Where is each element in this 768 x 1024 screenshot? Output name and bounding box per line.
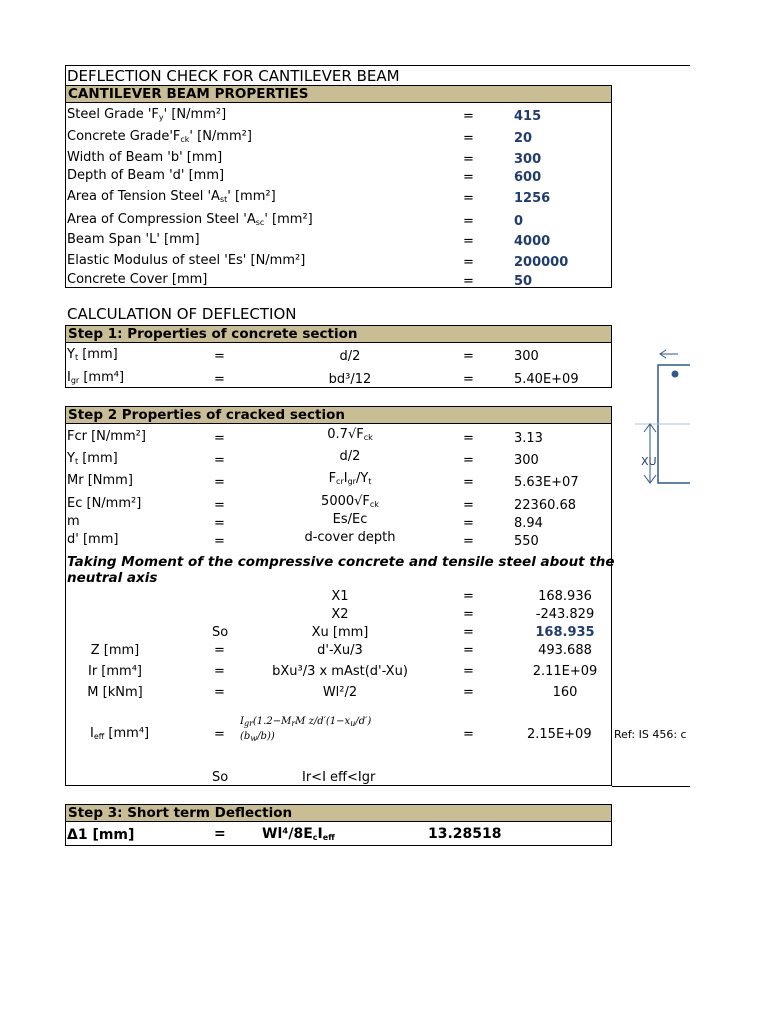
xu-label: XU: [641, 455, 657, 468]
prop-eq: =: [463, 191, 474, 206]
step2-label: d' [mm]: [67, 532, 119, 547]
prop-eq: =: [463, 152, 474, 167]
step1-eq1: =: [214, 349, 225, 364]
step2-value: 550: [514, 534, 539, 549]
na-eq1: =: [214, 643, 225, 658]
step3-eq: =: [214, 826, 226, 842]
step3-header: Step 3: Short term Deflection: [65, 804, 612, 822]
step1-eq2: =: [463, 349, 474, 364]
na-eq1: So: [212, 625, 229, 640]
prop-eq: =: [463, 255, 474, 270]
step2-eq2: =: [463, 498, 474, 513]
step2-value: 22360.68: [514, 498, 577, 513]
top-border: [65, 65, 690, 66]
step2-formula: Es/Ec: [332, 512, 368, 527]
prop-label: Beam Span 'L' [mm]: [67, 232, 200, 247]
step2-eq1: =: [214, 498, 225, 513]
step2-value: 300: [514, 453, 539, 468]
na-eq1: =: [214, 685, 225, 700]
prop-label: Depth of Beam 'd' [mm]: [67, 168, 225, 183]
step3-formula: Wl⁴/$8E_cI_{eff}$: [262, 826, 335, 842]
step2-header: Step 2 Properties of cracked section: [65, 406, 612, 424]
step2-value: 8.94: [514, 516, 543, 531]
step3-box: [65, 821, 612, 846]
prop-label: Elastic Modulus of steel 'Es' [N/mm²]: [67, 253, 306, 268]
prop-eq: =: [463, 170, 474, 185]
so-eq: So: [212, 770, 229, 785]
prop-label: Concrete Cover [mm]: [67, 272, 208, 287]
na-value: -243.829: [535, 607, 595, 622]
na-label: Z [mm]: [90, 643, 140, 658]
calc-title: CALCULATION OF DEFLECTION: [67, 305, 297, 323]
ieff-label: $I_{eff}$ [mm⁴]: [90, 726, 150, 741]
step2-eq1: =: [214, 453, 225, 468]
na-eq2: =: [463, 685, 474, 700]
na-eq2: =: [463, 664, 474, 679]
na-formula: X2: [331, 607, 349, 622]
step2-value: 3.13: [514, 431, 543, 446]
step2-formula: d/2: [339, 449, 361, 464]
step2-label: $Y_t$ [mm]: [67, 451, 118, 466]
rebar-dot: [672, 371, 679, 378]
step2-formula: d-cover depth: [304, 530, 396, 545]
step2-eq2: =: [463, 475, 474, 490]
ieff-ref: Ref: IS 456: c: [614, 728, 687, 741]
ieff-eq2: =: [463, 727, 474, 742]
na-eq2: =: [463, 625, 474, 640]
prop-eq: =: [463, 274, 474, 289]
so-formula: Ir<I eff<Igr: [302, 770, 376, 785]
prop-label: Steel Grade '$F_y$' [N/mm²]: [67, 107, 227, 122]
props-header: CANTILEVER BEAM PROPERTIES: [65, 85, 612, 103]
na-value: 160: [552, 685, 578, 700]
prop-value: 1256: [514, 191, 551, 206]
prop-value: 20: [514, 131, 533, 146]
prop-value: 50: [514, 274, 533, 289]
prop-label: Width of Beam 'b' [mm]: [67, 150, 223, 165]
step2-eq2: =: [463, 516, 474, 531]
step1-header: Step 1: Properties of concrete section: [65, 325, 612, 343]
na-formula: Wl²/2: [322, 685, 358, 700]
ieff-value: 2.15E+09: [527, 727, 592, 742]
step3-label: Δ1 [mm]: [67, 827, 135, 843]
step2-eq2: =: [463, 453, 474, 468]
step2-eq2: =: [463, 431, 474, 446]
prop-eq: =: [463, 234, 474, 249]
moment-note: Taking Moment of the compressive concrete and tensile steel about the neutral axis: [67, 554, 615, 586]
na-eq2: =: [463, 589, 474, 604]
prop-label: Area of Tension Steel '$A_{st}$' [mm²]: [67, 189, 276, 204]
prop-value: 0: [514, 214, 524, 229]
step2-eq1: =: [214, 534, 225, 549]
step2-value: 5.63E+07: [514, 475, 579, 490]
na-formula: bXu³/3 x mAst(d'-Xu): [272, 664, 408, 679]
step2-eq1: =: [214, 516, 225, 531]
na-formula: X1: [331, 589, 349, 604]
step2-label: m: [67, 514, 80, 529]
step2-label: Mr [Nmm]: [67, 473, 133, 488]
step2-label: Fcr [N/mm²]: [67, 429, 146, 444]
na-eq2: =: [463, 643, 474, 658]
na-value: 168.935: [535, 625, 595, 640]
step1-eq1: =: [214, 372, 225, 387]
prop-value: 200000: [514, 255, 569, 270]
step2-eq1: =: [214, 475, 225, 490]
step2-eq1: =: [214, 431, 225, 446]
na-value: 493.688: [538, 643, 592, 658]
na-formula: Xu [mm]: [311, 625, 369, 640]
prop-eq: =: [463, 214, 474, 229]
right-line-step2: [612, 786, 690, 787]
step1-formula: bd³/12: [328, 372, 372, 387]
prop-value: 300: [514, 152, 542, 167]
na-eq1: =: [214, 664, 225, 679]
step1-value: 5.40E+09: [514, 372, 579, 387]
prop-value: 415: [514, 109, 542, 124]
step3-value: 13.28518: [428, 826, 502, 842]
prop-label: Concrete $Grade'F_{ck}'$ [N/mm²]: [67, 129, 252, 144]
section-diagram: [630, 340, 690, 500]
prop-eq: =: [463, 109, 474, 124]
step1-formula: d/2: [339, 349, 361, 364]
prop-value: 4000: [514, 234, 551, 249]
step2-eq2: =: [463, 534, 474, 549]
step1-label: $Y_t$ [mm]: [67, 347, 118, 362]
ieff-formula: $I_{gr}(1.2-M_rM$ $z/d'(1-x_u/d')$ $(b_w/b)$): [240, 716, 372, 743]
page-title: DEFLECTION CHECK FOR CANTILEVER BEAM: [67, 67, 400, 85]
ieff-eq1: =: [214, 727, 225, 742]
na-eq2: =: [463, 607, 474, 622]
step2-label: Ec [N/mm²]: [67, 496, 142, 511]
na-formula: d'-Xu/3: [317, 643, 363, 658]
na-label: M [kNm]: [87, 685, 143, 700]
step1-value: 300: [514, 349, 539, 364]
na-label: Ir [mm⁴]: [88, 664, 142, 679]
na-value: 168.936: [538, 589, 592, 604]
prop-eq: =: [463, 131, 474, 146]
step2-formula: $F_{cr}I_{gr}/Y_t$: [328, 471, 372, 486]
prop-label: Area of Compression Steel '$A_{sc}$' [mm²]: [67, 212, 313, 227]
left-border: [65, 65, 66, 87]
na-value: 2.11E+09: [532, 664, 598, 679]
step1-eq2: =: [463, 372, 474, 387]
step2-formula: $0.7√F_{ck}$: [327, 427, 373, 442]
prop-value: 600: [514, 170, 542, 185]
step1-label: $I_{gr}$ [mm⁴]: [67, 370, 125, 385]
step2-formula: $5000√F_{ck}$: [321, 494, 379, 509]
